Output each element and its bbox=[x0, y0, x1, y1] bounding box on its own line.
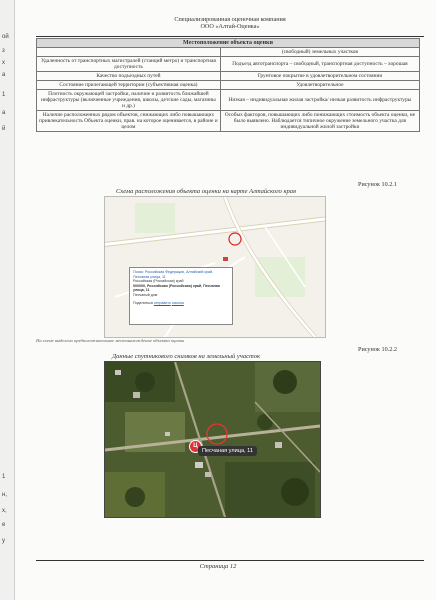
table-cell: Удаленность от транспортных магистралей (станций метро) и транспортная доступность bbox=[37, 57, 221, 72]
spine-text: й bbox=[2, 126, 6, 132]
table-heading: Местоположение объекта оценки bbox=[37, 39, 420, 48]
table-cell: Наличие расположенных рядом объектов, снижающих либо повышающих привлекательность Объекта оценки, прав. на которое оценивается, в районе и целом bbox=[37, 111, 221, 132]
spine-text: н, bbox=[2, 492, 7, 498]
table-row bbox=[37, 81, 420, 90]
company-type: Специализированная оценочная компания bbox=[174, 16, 286, 23]
location-table bbox=[36, 38, 420, 132]
popup-house: Песчаный дом bbox=[133, 292, 158, 297]
satellite-terrain bbox=[105, 362, 320, 517]
figure1-caption: Схема расположения объекта оценки на карте Алтайского края bbox=[116, 188, 297, 195]
company-header bbox=[60, 16, 400, 30]
spine-text: х, bbox=[2, 508, 7, 514]
popup-search: Поиск: Российская Федерация, Алтайский край, Песчаная улица, 11 bbox=[133, 270, 214, 279]
table-cell bbox=[37, 48, 221, 57]
table-row bbox=[37, 72, 420, 81]
binding-spine bbox=[0, 0, 15, 600]
table-cell: (свободный) земельных участков bbox=[220, 48, 419, 57]
table-row bbox=[37, 57, 420, 72]
location-pin-icon[interactable]: Ц bbox=[189, 440, 202, 453]
header-divider bbox=[36, 36, 424, 37]
table-cell: Низкая – индивидуальная жилая застройка/ низкая развитость инфраструктуры bbox=[220, 90, 419, 111]
spine-text: 1 bbox=[2, 92, 6, 98]
table-row bbox=[37, 111, 420, 132]
figure2-caption: Данные спутникового снимков на земельный участок bbox=[112, 353, 261, 360]
spine-text: з bbox=[2, 48, 5, 54]
popup-share: Поделиться bbox=[133, 300, 153, 305]
table-row bbox=[37, 90, 420, 111]
popup-region: Российская (Российская) край bbox=[133, 279, 184, 284]
spine-text: х bbox=[2, 60, 5, 66]
page-number: Страница 12 bbox=[199, 563, 237, 570]
popup-link-link[interactable]: ссылка bbox=[171, 300, 184, 305]
spine-text: а bbox=[2, 72, 6, 78]
spine-text: а bbox=[2, 110, 6, 116]
spine-text: е bbox=[2, 522, 6, 528]
map-popup bbox=[129, 267, 233, 325]
table-cell: Подъезд автотранспорта – свободный, транспортная доступность – хорошая bbox=[220, 57, 419, 72]
spine-text: у bbox=[2, 538, 5, 544]
table-cell: Плотность окружающей застройки, наличие и развитость ближайшей инфраструктуры (включенные учреждения, школы, детские сады, магазины и др.) bbox=[37, 90, 221, 111]
figure2-label: Рисунок 10.2.2 bbox=[358, 346, 397, 353]
spine-text: ой bbox=[2, 34, 9, 40]
satellite-image bbox=[104, 361, 321, 518]
location-map bbox=[104, 196, 326, 338]
pin-address-label: Песчаная улица, 11 bbox=[198, 446, 257, 456]
footer-divider bbox=[36, 560, 424, 561]
popup-address: 000000, Российская (Российская) край, Песчаная улица, 11 bbox=[133, 283, 220, 293]
company-name: ООО «Алтай-Оценка» bbox=[200, 23, 260, 30]
figure1-note: На схеме выделено предположительное местонахождение объекта оценки bbox=[36, 338, 185, 343]
table-row bbox=[37, 48, 420, 57]
table-cell: Качество подъездных путей bbox=[37, 72, 221, 81]
figure1-label: Рисунок 10.2.1 bbox=[358, 181, 397, 188]
popup-send-link[interactable]: отправить bbox=[153, 300, 171, 305]
spine-text: 1 bbox=[2, 474, 6, 480]
table-cell: Особых факторов, повышающих либо понижающих стоимость объекта оценки, не было выявлено. Наблюдается типичное окружение земельного участка для индивидуальной жилой застройки bbox=[220, 111, 419, 132]
table-cell: Удовлетворительное bbox=[220, 81, 419, 90]
table-cell: Грунтовое покрытие в удовлетворительном состоянии bbox=[220, 72, 419, 81]
table-cell: Состояние прилегающей территории (субъективная оценка) bbox=[37, 81, 221, 90]
